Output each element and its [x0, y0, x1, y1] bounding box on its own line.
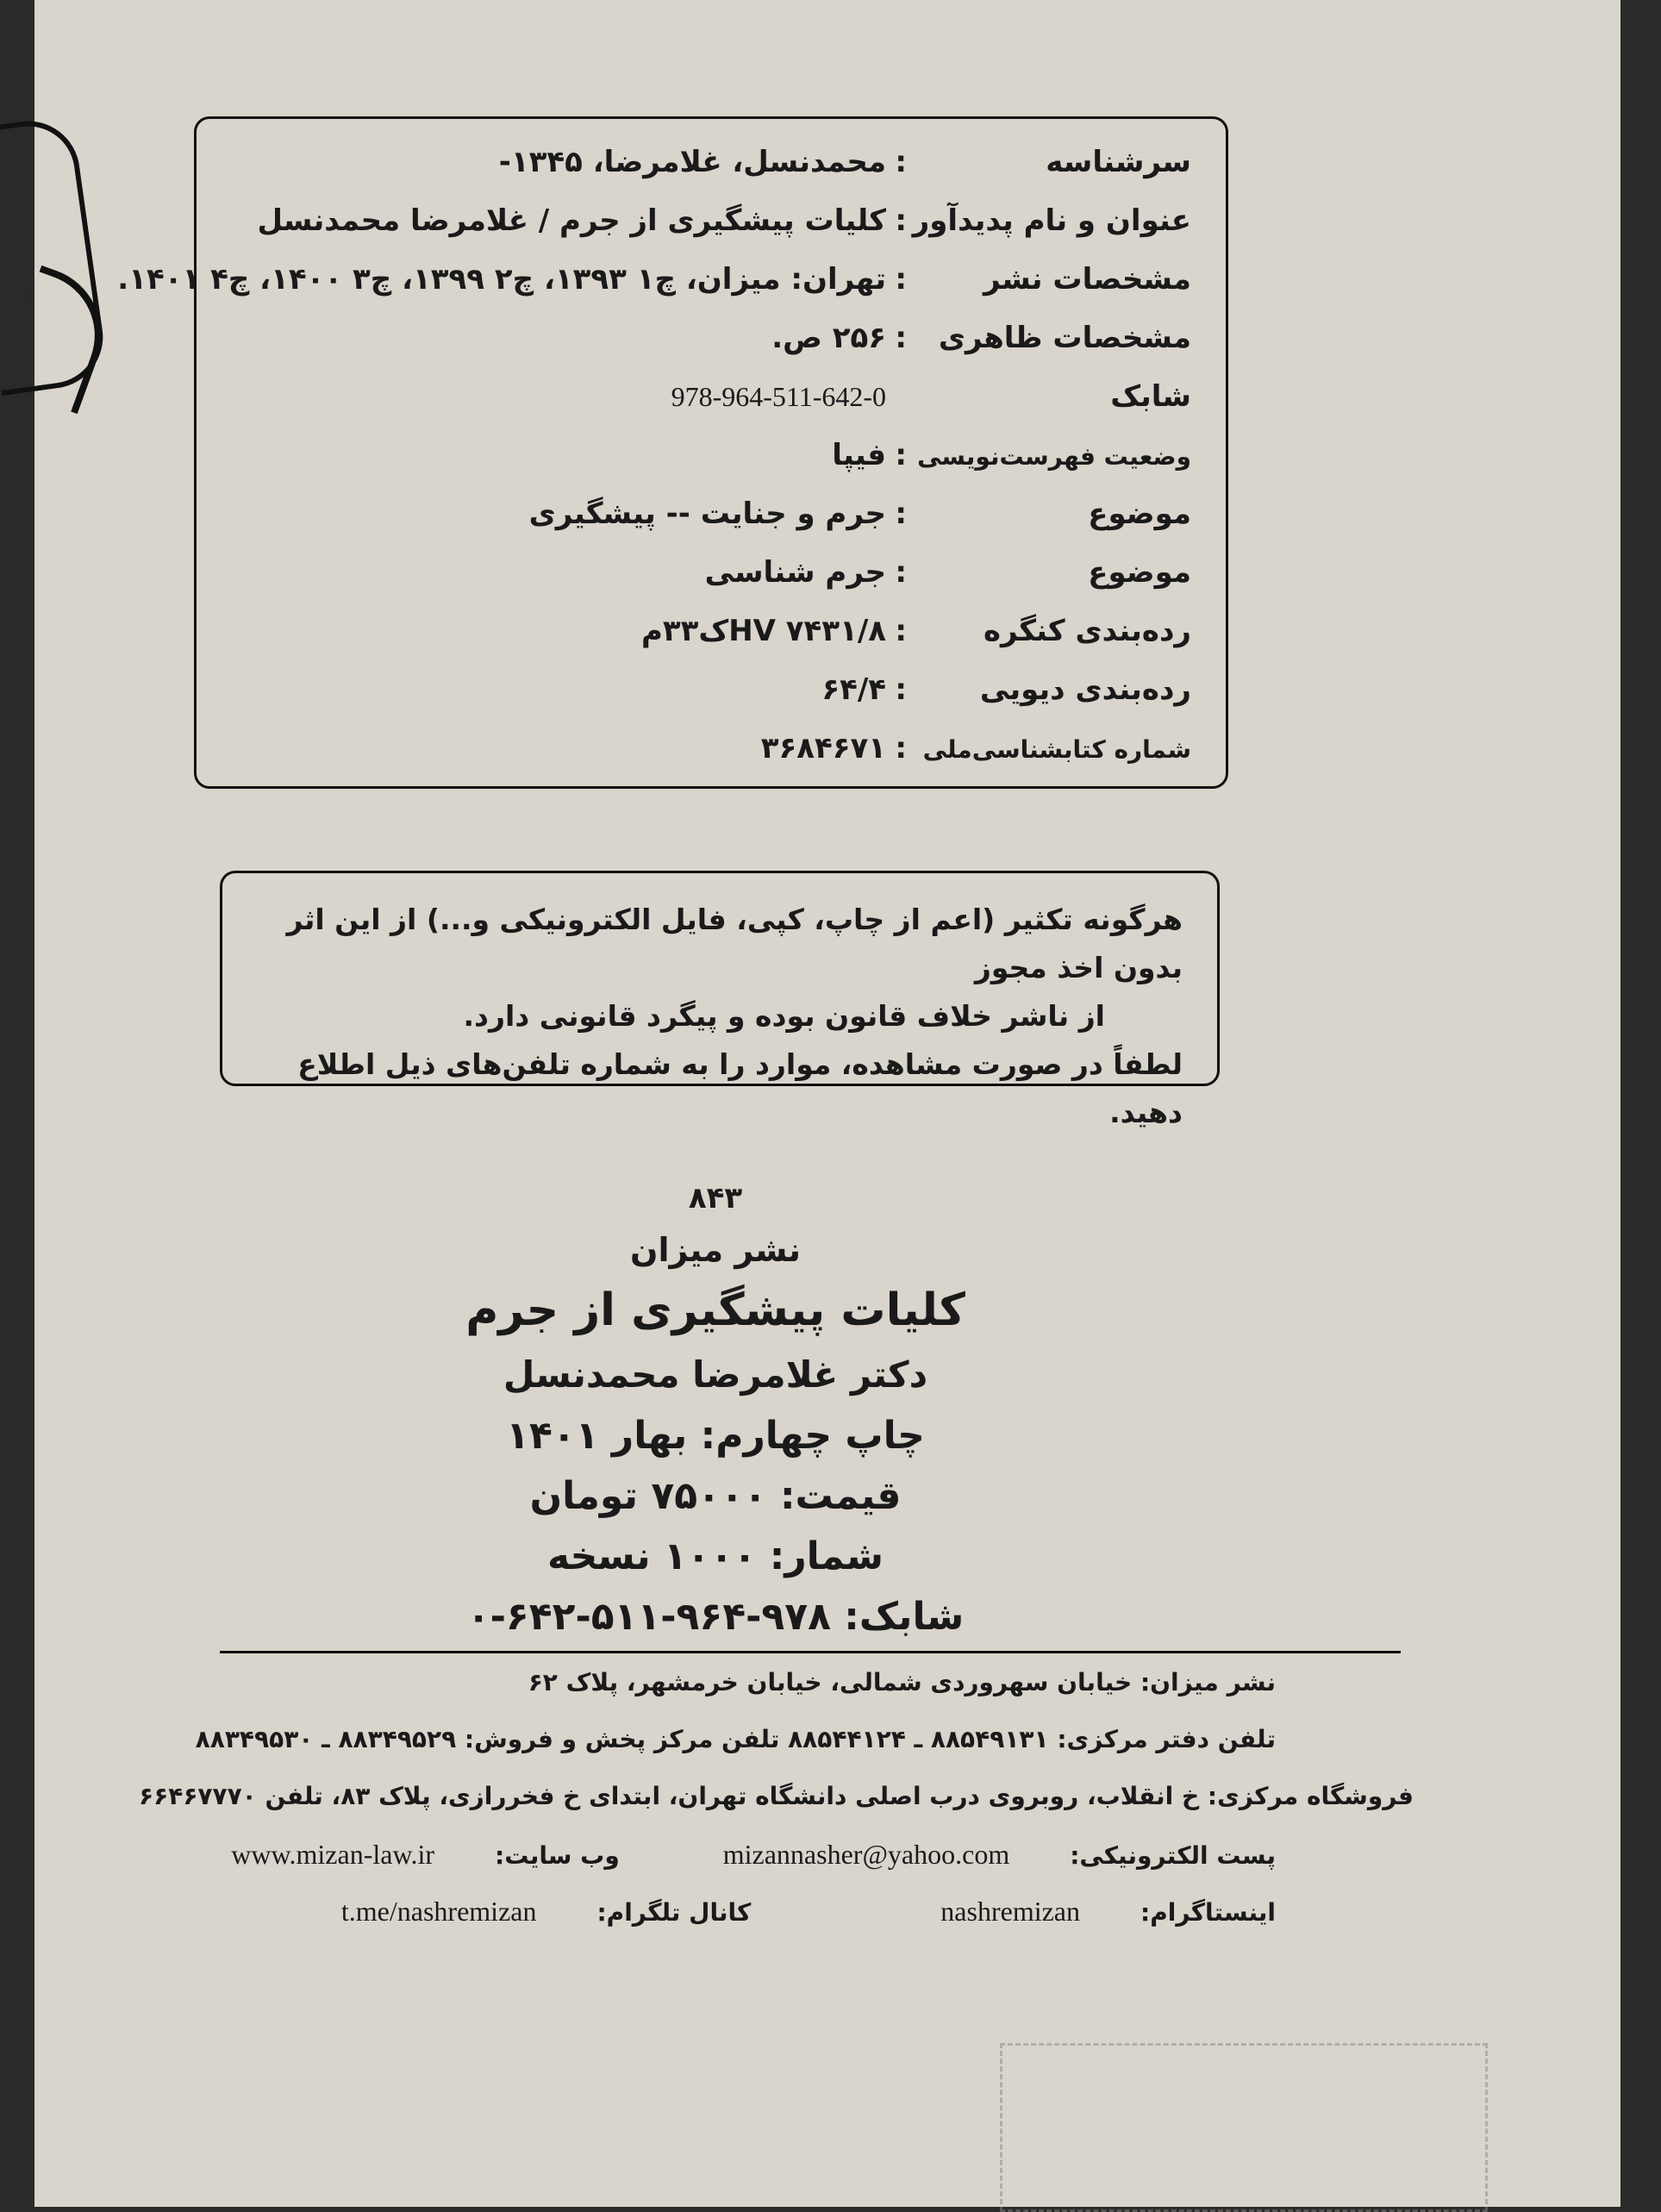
cip-row-dewey: [231, 672, 1191, 731]
edition-info: چاپ چهارم: بهار ۱۴۰۱: [506, 1414, 925, 1458]
email-address: mizannasher@yahoo.com: [722, 1839, 1010, 1870]
cip-label: شماره کتابشناسی‌ملی: [922, 735, 1191, 764]
telegram-url: t.me/nashremizan: [340, 1896, 537, 1927]
copyright-notice-box: [220, 871, 1220, 1129]
cataloging-in-publication-box: [117, 116, 1228, 789]
cip-value: کلیات پیشگیری از جرم / غلامرضا محمدنسل: [257, 203, 886, 238]
social-line: [155, 1896, 1414, 1953]
cip-colon: :: [895, 145, 907, 179]
cip-colon: :: [895, 262, 907, 297]
cip-row-subject: [231, 555, 1191, 614]
cip-label: مشخصات نشر: [983, 262, 1191, 297]
cip-row-subject: [231, 497, 1191, 555]
copies-info: شمار: ۱۰۰۰ نسخه: [547, 1534, 884, 1578]
telegram-label: کانال تلگرام:: [596, 1898, 752, 1927]
book-code: ۸۴۳: [688, 1181, 743, 1215]
cip-label: شابک: [1110, 379, 1191, 414]
cip-colon: :: [895, 731, 907, 765]
cip-label: رده‌بندی دیویی: [979, 672, 1191, 707]
cip-label: موضوع: [1088, 497, 1191, 531]
cip-colon: :: [895, 497, 907, 531]
cip-label: موضوع: [1088, 555, 1191, 590]
cip-label: رده‌بندی کنگره: [983, 614, 1191, 648]
publisher-name: نشر میزان: [630, 1231, 801, 1269]
cip-value: ۳۶۸۴۶۷۱: [760, 731, 886, 765]
colophon: [414, 1181, 1017, 1655]
cip-row-main-entry: [231, 145, 1191, 203]
cip-value: 978-964-511-642-0: [671, 381, 886, 412]
phones-line: تلفن دفتر مرکزی: ۸۸۵۴۹۱۳۱ ـ ۸۸۵۴۴۱۲۴ تلفن مرکز پخش و فروش: ۸۸۳۴۹۵۲۹ ـ ۸۸۳۴۹۵۳۰: [195, 1725, 1276, 1753]
notice-line: هرگونه تکثیر (اعم از چاپ، کپی، فایل الکترونیکی و...) از این اثر بدون اخذ مجوز: [286, 903, 1183, 984]
cip-value: HV ۷۴۳۱/۸ک۳۳م: [640, 614, 886, 648]
cip-colon: :: [895, 672, 907, 707]
divider-line: [220, 1651, 1401, 1653]
publisher-contact: [139, 1668, 1414, 1953]
cip-row-physical: [231, 321, 1191, 379]
cip-value: ۶۴/۴: [821, 672, 886, 707]
cip-colon: :: [895, 438, 907, 472]
cip-value: جرم شناسی: [704, 555, 886, 590]
cip-colon: :: [895, 203, 907, 238]
cip-label: مشخصات ظاهری: [938, 321, 1191, 355]
website-url: www.mizan-law.ir: [231, 1839, 435, 1870]
cip-row-publication: [117, 262, 1191, 321]
email-label: پست الکترونیکی:: [1070, 1841, 1276, 1870]
cip-row-title: [231, 203, 1191, 262]
book-title: کلیات پیشگیری از جرم: [465, 1284, 965, 1336]
cip-label: وضعیت فهرست‌نویسی: [917, 442, 1191, 471]
cip-value: فیپا: [832, 438, 886, 472]
cip-row-status: [231, 438, 1191, 497]
instagram-label: اینستاگرام:: [1140, 1898, 1276, 1927]
cip-row-lc-class: [231, 614, 1191, 672]
notice-line: لطفاً در صورت مشاهده، موارد را به شماره تلفن‌های ذیل اطلاع دهید.: [297, 1047, 1183, 1129]
cip-colon: :: [895, 555, 907, 590]
book-page: [34, 0, 1620, 2207]
cip-value: جرم و جنایت -- پیشگیری: [528, 497, 886, 531]
cip-row-isbn: [231, 379, 1191, 438]
email-website-line: [155, 1839, 1414, 1896]
address-line: نشر میزان: خیابان سهروردی شمالی، خیابان خرمشهر، پلاک ۶۲: [528, 1668, 1276, 1696]
cip-value: ۲۵۶ ص.: [771, 321, 886, 355]
cip-colon: :: [895, 321, 907, 355]
book-author: دکتر غلامرضا محمدنسل: [503, 1353, 928, 1396]
store-line: فروشگاه مرکزی: خ انقلاب، روبروی درب اصلی دانشگاه تهران، ابتدای خ فخررازی، پلاک ۸۳، تلفن ۶۶۴۶۷۷۷۰: [139, 1782, 1414, 1810]
website-label: وب سایت:: [495, 1841, 620, 1870]
cip-label: سرشناسه: [1046, 145, 1191, 179]
instagram-handle: nashremizan: [940, 1896, 1080, 1927]
isbn-info: شابک: ۹۷۸-۹۶۴-۵۱۱-۶۴۲-۰: [466, 1595, 965, 1639]
cip-value: تهران: میزان، چ۱ ۱۳۹۳، چ۲ ۱۳۹۹، چ۳ ۱۴۰۰، چ۴ ۱۴۰۱.: [117, 262, 886, 297]
price-info: قیمت: ۷۵۰۰۰ تومان: [529, 1474, 902, 1518]
notice-line: از ناشر خلاف قانون بوده و پیگرد قانونی دارد.: [463, 999, 1105, 1033]
cip-row-national-bib: [231, 731, 1191, 790]
cip-label: عنوان و نام پدیدآور: [912, 203, 1191, 238]
faded-stamp: [1000, 2043, 1488, 2212]
cip-colon: :: [895, 614, 907, 648]
cip-value: محمدنسل، غلامرضا، ۱۳۴۵-: [498, 145, 886, 179]
